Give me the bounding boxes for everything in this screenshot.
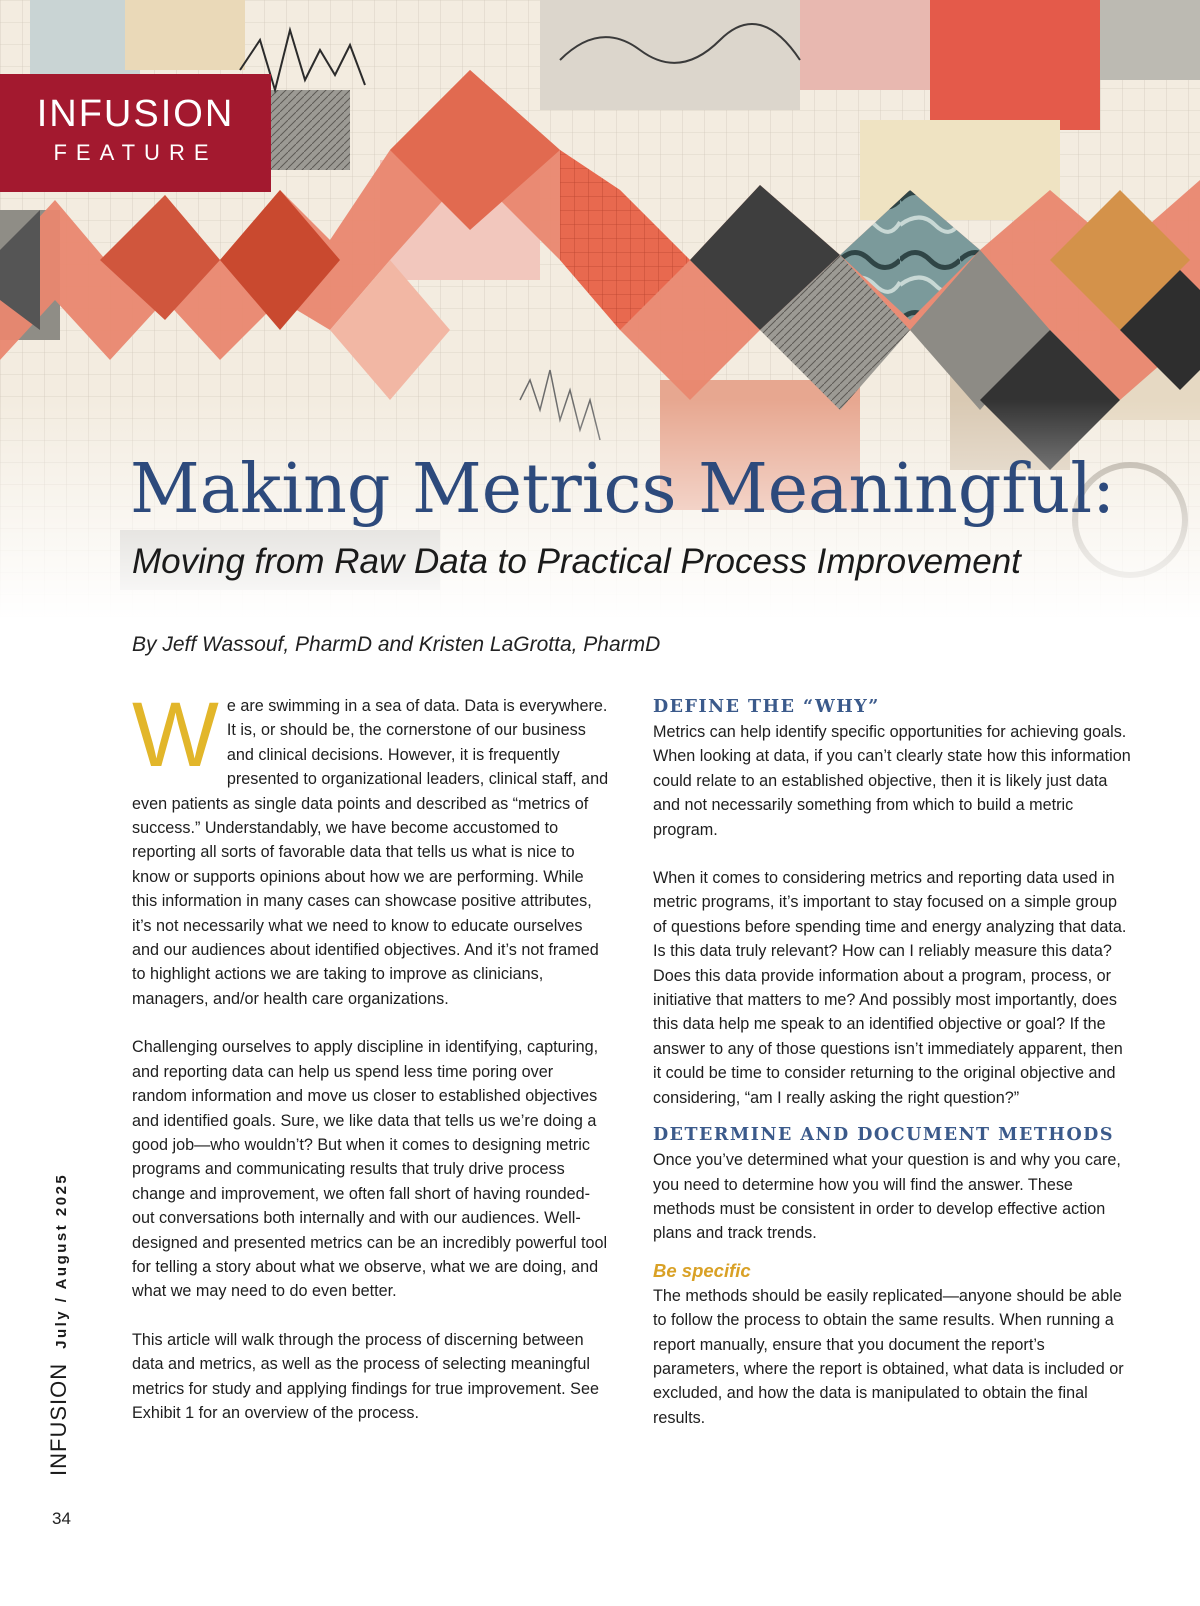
article-subtitle: Moving from Raw Data to Practical Process Improvement [132, 542, 1021, 581]
infusion-logo: INFUSION [36, 93, 235, 135]
byline: By Jeff Wassouf, PharmD and Kristen LaGrotta, PharmD [132, 633, 661, 656]
heading-define-why: DEFINE THE “WHY” [653, 697, 880, 717]
paragraph-be-specific: The methods should be easily replicated—anyone should be able to follow the process to obtain the same results. When running a report manually, ensure that you document the report’s parameters, where the report is obtained, what data is included or excluded, and how the data is manipulated to obtain the final results. [653, 1286, 1124, 1427]
feature-label: FEATURE [53, 140, 218, 165]
drop-cap: W [132, 684, 219, 786]
right-column [653, 694, 1131, 1430]
heading-methods: DETERMINE AND DOCUMENT METHODS [653, 1125, 1115, 1146]
sidebar-issue-label [46, 1173, 72, 1476]
sidebar-logo: INFUSION [46, 1362, 71, 1476]
hero-collage [0, 0, 1200, 620]
intro-text: e are swimming in a sea of data. Data is everywhere. It is, or should be, the cornerstone of our business and clinical decisions. However, it is frequently presented to organizational leaders, clinical staff, and even patients as single data points and described as “metrics of success.” Understandably, we have become accustomed to reporting all sorts of favorable data that tells us what is nice to know or supports opinions about how we are performing. While this information in many cases can showcase positive attributes, it’s not necessarily what we need to know to educate ourselves and our audiences about identified objectives. And it’s not framed to highlight actions we are taking to improve as clinicians, managers, and/or health care organizations. [132, 697, 609, 1008]
paragraph-metrics-goals: Metrics can help identify specific opportunities for achieving goals. When looking at data, if you can’t clearly state how this information could relate to an established objective, then it is likely just data and not necessarily something from which to build a metric program. [653, 723, 1131, 839]
paragraph-challenging: Challenging ourselves to apply discipline in identifying, capturing, and reporting data can help us spend less time poring over random information and move us closer to established objectives and identified goals. Sure, we like data that tells us we’re doing a good job—who wouldn’t? But when it comes to designing metric programs and communicating results that truly drive process change and improvement, we often fall short of having rounded-out conversations both internally and with our audiences. Well-designed and presented metrics can be an incredibly powerful tool for telling a story about what we observe, what we are doing, and what we may need to do even better. [132, 1038, 608, 1301]
issue-date: July / August 2025 [53, 1172, 70, 1349]
subheading-be-specific: Be specific [653, 1259, 751, 1281]
paragraph-methods: Once you’ve determined what your question is and why you care, you need to determine how you will find the answer. These methods must be consistent in order to develop effective action plans and track trends. [653, 1151, 1121, 1243]
intro-paragraph [132, 684, 612, 1011]
page-number: 34 [52, 1509, 71, 1528]
paragraph-questions: When it comes to considering metrics and reporting data used in metric programs, it’s important to stay focused on a simple group of questions before spending time and energy analyzing that data. Is this data truly relevant? How can I reliably measure this data? Does this data provide information about a program, process, or initiative that matters to me? And possibly most importantly, does this data help me speak to an identified objective or goal? If the answer to any of those questions isn’t immediately apparent, then it could be time to consider returning to the original objective and considering, “am I really asking the right question?” [653, 869, 1127, 1107]
left-column [132, 684, 612, 1425]
paragraph-overview: This article will walk through the process of discerning between data and metrics, as well as the process of selecting meaningful metrics for study and applying findings for true improvement. See Exhibit 1 for an overview of the process. [132, 1330, 599, 1422]
article-title: Making Metrics Meaningful: [130, 450, 1116, 529]
infusion-feature-badge [0, 74, 271, 192]
